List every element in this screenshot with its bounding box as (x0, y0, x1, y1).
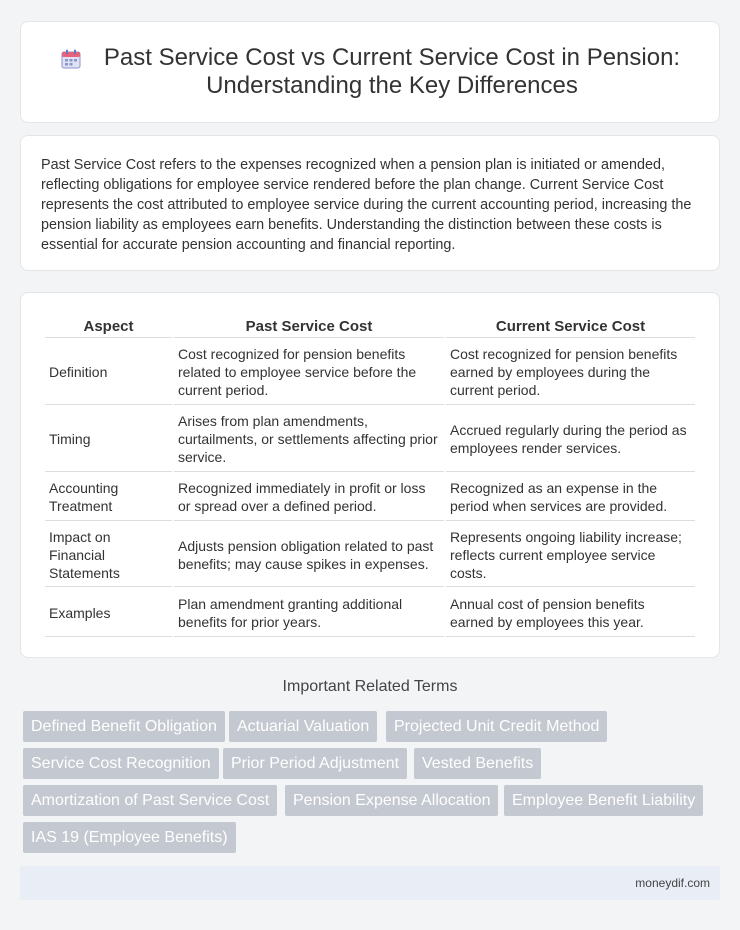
tag-employee-benefit-liability[interactable]: Employee Benefit Liability (504, 785, 703, 816)
cell-past: Arises from plan amendments, curtailments, or settlements affecting prior service. (174, 407, 444, 472)
intro-paragraph: Past Service Cost refers to the expenses recognized when a pension plan is initiated or amended, reflecting obligations for employee service rendered before the plan change. Current Service Cost represents the cost attributed to employee service during the current accounting period, increasing the pension liability as employees earn benefits. Understanding the distinction between these costs is essential for accurate pension accounting and financial reporting. (41, 157, 692, 253)
cell-aspect: Impact on Financial Statements (45, 523, 172, 587)
tag-defined-benefit-obligation[interactable]: Defined Benefit Obligation (23, 711, 225, 742)
footer-site-link[interactable]: moneydif.com (635, 876, 710, 890)
cell-aspect: Definition (45, 340, 172, 405)
cell-current: Represents ongoing liability increase; reflects current employee service costs. (446, 523, 695, 587)
intro-card (20, 135, 720, 271)
cell-aspect: Examples (45, 589, 172, 637)
footer (20, 866, 720, 900)
cell-current: Accrued regularly during the period as employees render services. (446, 407, 695, 472)
table-row (45, 589, 695, 637)
cell-aspect: Accounting Treatment (45, 474, 172, 521)
title-card (20, 21, 720, 123)
cell-current: Recognized as an expense in the period when services are provided. (446, 474, 695, 521)
tag-actuarial-valuation[interactable]: Actuarial Valuation (229, 711, 377, 742)
header-past-service-cost: Past Service Cost (174, 317, 444, 338)
cell-past: Adjusts pension obligation related to past benefits; may cause spikes in expenses. (174, 523, 444, 587)
tag-prior-period-adjustment[interactable]: Prior Period Adjustment (223, 748, 407, 779)
cell-past: Cost recognized for pension benefits related to employee service before the current period. (174, 340, 444, 405)
cell-current: Annual cost of pension benefits earned by employees this year. (446, 589, 695, 637)
comparison-table (43, 315, 697, 639)
table-row (45, 340, 695, 405)
table-header-row (45, 317, 695, 338)
tag-pension-expense-allocation[interactable]: Pension Expense Allocation (285, 785, 498, 816)
tag-ias-19[interactable]: IAS 19 (Employee Benefits) (23, 822, 236, 853)
comparison-card (20, 292, 720, 658)
page-title (104, 44, 680, 100)
page-title-line-2: Understanding the Key Differences (206, 72, 578, 99)
cell-aspect: Timing (45, 407, 172, 472)
page-title-line-1: Past Service Cost vs Current Service Cost in Pension: (103, 44, 681, 71)
title-wrap (60, 44, 680, 100)
header-aspect: Aspect (45, 317, 172, 338)
cell-past: Recognized immediately in profit or loss or spread over a defined period. (174, 474, 444, 521)
related-terms-title: Important Related Terms (282, 678, 458, 695)
cell-past: Plan amendment granting additional benefits for prior years. (174, 589, 444, 637)
tag-service-cost-recognition[interactable]: Service Cost Recognition (23, 748, 219, 779)
table-row (45, 523, 695, 587)
table-row (45, 474, 695, 521)
cell-current: Cost recognized for pension benefits earned by employees during the current period. (446, 340, 695, 405)
tag-vested-benefits[interactable]: Vested Benefits (414, 748, 541, 779)
tag-amortization-of-past-service-cost[interactable]: Amortization of Past Service Cost (23, 785, 277, 816)
tag-projected-unit-credit-method[interactable]: Projected Unit Credit Method (386, 711, 607, 742)
table-row (45, 407, 695, 472)
calendar-icon (60, 48, 82, 70)
header-current-service-cost: Current Service Cost (446, 317, 695, 338)
